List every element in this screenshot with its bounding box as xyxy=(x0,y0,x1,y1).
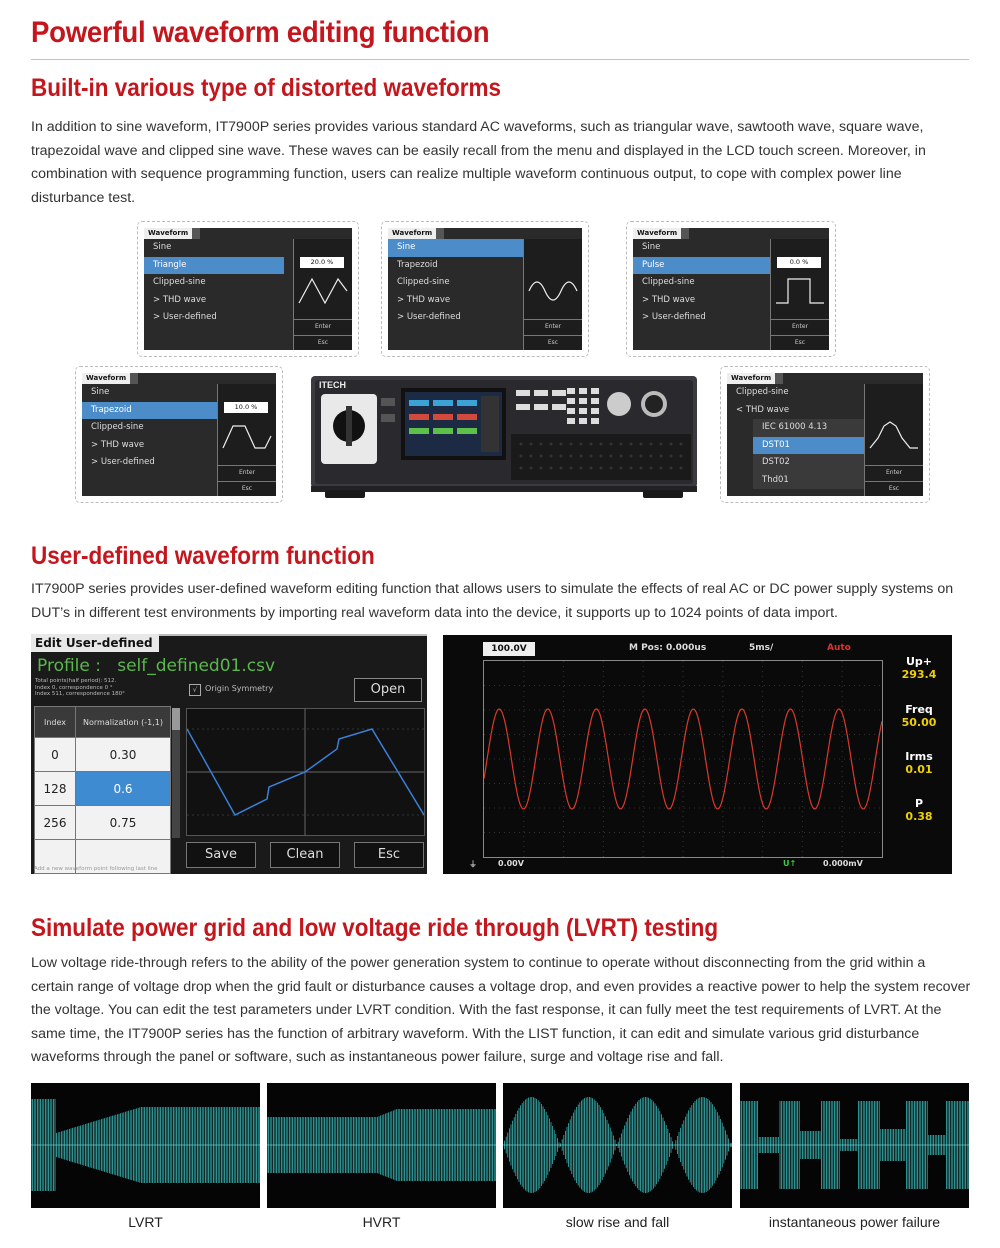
enter-button[interactable]: Enter xyxy=(524,319,582,334)
screen-inner xyxy=(144,228,352,350)
profile-line xyxy=(37,656,275,676)
screen-wave-preview xyxy=(297,273,349,309)
screen-title: Waveform xyxy=(727,373,783,384)
waveform-screen-thd xyxy=(720,366,930,503)
user-defined-editor xyxy=(31,634,427,874)
table-cell-selected[interactable]: 0.6 xyxy=(76,772,171,806)
measure-freq xyxy=(889,703,949,729)
screen-menu xyxy=(727,384,867,489)
measure-irms xyxy=(889,750,949,776)
power-failure-waveform xyxy=(740,1083,969,1208)
section-title-userdefined: User-defined waveform function xyxy=(31,542,375,570)
enter-button[interactable]: Enter xyxy=(865,465,923,480)
esc-button[interactable]: Esc xyxy=(354,842,424,868)
page-heading: Powerful waveform editing function xyxy=(31,16,490,49)
menu-item[interactable]: Clipped-sine xyxy=(91,422,144,432)
menu-item[interactable]: Sine xyxy=(153,242,172,252)
measure-value: 0.38 xyxy=(905,810,933,823)
esc-button[interactable]: Esc xyxy=(218,481,276,496)
col-index-header: Index xyxy=(35,707,76,738)
profile-info xyxy=(35,678,125,698)
menu-item[interactable]: > User-defined xyxy=(91,457,155,467)
scope-mpos: M Pos: 0.000us xyxy=(629,643,707,653)
esc-button[interactable]: Esc xyxy=(294,335,352,350)
menu-item[interactable]: > THD wave xyxy=(397,294,451,305)
screen-wave-preview xyxy=(527,273,579,309)
scrollbar-thumb[interactable] xyxy=(172,708,180,730)
measure-value: 293.4 xyxy=(901,668,937,681)
waveform-preview xyxy=(186,708,425,836)
origin-symmetry-checkbox[interactable]: √ xyxy=(189,684,201,696)
menu-item[interactable]: Clipped-sine xyxy=(397,277,450,287)
screen-menu xyxy=(633,239,773,327)
screen-title: Waveform xyxy=(144,228,200,239)
table-cell[interactable]: 256 xyxy=(35,806,76,840)
screen-inner xyxy=(633,228,829,350)
profile-label: Profile : xyxy=(37,656,101,676)
screen-value[interactable]: 10.0 % xyxy=(224,402,268,413)
section-body-userdefined: IT7900P series provides user-defined waveform editing function that allows users to simulate the effects of real AC or DC power supply systems on DUT’s in different test environments by importing real waveform data into the device, it supports up to 1024 points of data import. xyxy=(31,581,954,621)
menu-item[interactable]: DST02 xyxy=(753,454,872,472)
menu-item[interactable]: Clipped-sine xyxy=(153,277,206,287)
wave-line xyxy=(223,426,271,448)
menu-item-selected[interactable]: DST01 xyxy=(753,437,872,455)
menu-item-selected[interactable]: Triangle xyxy=(144,257,284,275)
scope-mode: Auto xyxy=(827,643,851,653)
wave-line xyxy=(776,279,824,303)
table-cell[interactable]: 0.75 xyxy=(76,806,171,840)
screen-inner xyxy=(727,373,923,496)
instrument-front-panel xyxy=(311,374,697,494)
measure-up xyxy=(889,655,949,681)
caption-slow-rise-fall: slow rise and fall xyxy=(565,1214,670,1230)
open-button[interactable]: Open xyxy=(354,678,422,702)
table-scrollbar[interactable] xyxy=(172,708,180,838)
info-line: Index 0, correspondence 0 ° xyxy=(35,684,113,691)
menu-item[interactable]: > User-defined xyxy=(397,312,461,322)
instrument-brand: ITECH xyxy=(319,380,346,390)
screen-side-panel xyxy=(217,384,276,496)
waveform-screen-sine xyxy=(381,221,589,357)
screen-wave-preview xyxy=(221,418,273,454)
section-body-lvrt: Low voltage ride-through refers to the ability of the power generation system to continue to operate without disconnecting from the grid within a certain range of voltage drop when the grid fault or disturbance causes a voltage drop, and even provides a reactive power to help the system recover the voltage. You can edit the test parameters under LVRT condition. With the fast response, it can fully meet the test requirements of LVRT. At the same time, the IT7900P series has the function of arbitrary waveform. With the LIST function, it can edit and simulate various grid disturbance waveforms through the panel or software, such as instantaneous power failure, surge and voltage rise and fall. xyxy=(31,955,971,1066)
screen-side-panel xyxy=(293,239,352,350)
waveform-screen-triangle xyxy=(137,221,359,357)
menu-item[interactable]: > THD wave xyxy=(642,294,696,305)
wave-line xyxy=(529,282,577,300)
esc-button[interactable]: Esc xyxy=(865,481,923,496)
measure-value: 0.01 xyxy=(905,763,933,776)
menu-item-selected[interactable]: Pulse xyxy=(633,257,773,275)
editor-title-bar xyxy=(159,634,427,654)
screen-title: Waveform xyxy=(388,228,444,239)
screen-menu xyxy=(144,239,284,327)
scope-range: 100.0V xyxy=(483,642,535,656)
screen-menu xyxy=(388,239,528,327)
table-cell[interactable]: 0.30 xyxy=(76,738,171,772)
hvrt-waveform xyxy=(267,1083,496,1208)
screen-inner xyxy=(82,373,276,496)
measure-label: Irms xyxy=(905,750,933,763)
ground-icon: ⏚ xyxy=(469,860,477,869)
screen-side-panel xyxy=(523,239,582,350)
caption-lvrt: LVRT xyxy=(128,1214,163,1230)
measure-label: P xyxy=(914,797,924,810)
menu-item[interactable]: > THD wave xyxy=(91,439,145,450)
menu-item[interactable]: < THD wave xyxy=(736,404,790,415)
caption-power-failure: instantaneous power failure xyxy=(768,1214,941,1230)
scope-bottom-right: 0.000mV xyxy=(823,859,863,868)
screen-title: Waveform xyxy=(633,228,689,239)
editor-title: Edit User-defined xyxy=(31,634,163,652)
measure-value: 50.00 xyxy=(901,716,937,729)
enter-button[interactable]: Enter xyxy=(294,319,352,334)
info-line: Total points(half period): 512. xyxy=(35,678,117,684)
wave-line xyxy=(870,422,918,448)
menu-item[interactable]: Sine xyxy=(91,387,110,397)
save-button[interactable]: Save xyxy=(186,842,256,868)
table-cell[interactable]: 128 xyxy=(35,772,76,806)
wave-line xyxy=(299,279,347,303)
screen-title: Waveform xyxy=(82,373,138,384)
enter-button[interactable]: Enter xyxy=(771,319,829,334)
menu-item[interactable]: Thd01 xyxy=(753,472,872,490)
voltage-trace xyxy=(484,709,882,809)
screen-wave-preview xyxy=(774,273,826,309)
menu-item[interactable]: IEC 61000 4.13 xyxy=(753,419,872,437)
lvrt-waveform xyxy=(31,1083,260,1208)
scope-grid xyxy=(483,660,883,858)
measure-label: Freq xyxy=(905,703,933,716)
scope-bottom-left: 0.00V xyxy=(498,859,524,868)
waveform-screen-pulse xyxy=(626,221,836,357)
menu-item[interactable]: > User-defined xyxy=(153,312,217,322)
editor-footer-hint: Add a new waveform point following last line xyxy=(34,866,158,872)
esc-button[interactable]: Esc xyxy=(771,335,829,350)
slow-rise-fall-waveform xyxy=(503,1083,732,1208)
menu-item[interactable]: Clipped-sine xyxy=(642,277,695,287)
menu-item-selected[interactable]: Sine xyxy=(388,239,528,257)
waveform-screen-trapezoid xyxy=(75,366,283,503)
enter-button[interactable]: Enter xyxy=(218,465,276,480)
measure-label: Up+ xyxy=(905,655,933,668)
menu-item-selected[interactable]: Trapezoid xyxy=(82,402,222,420)
heading-divider xyxy=(31,59,969,60)
measure-power xyxy=(889,797,949,823)
table-cell[interactable]: 0 xyxy=(35,738,76,772)
point-table xyxy=(34,706,171,874)
menu-item[interactable]: > THD wave xyxy=(153,294,207,305)
clean-button[interactable]: Clean xyxy=(270,842,340,868)
screen-menu xyxy=(82,384,222,472)
profile-file: self_defined01.csv xyxy=(117,656,276,676)
screen-value[interactable]: 0.0 % xyxy=(777,257,821,268)
origin-symmetry-label: Origin Symmetry xyxy=(205,684,274,693)
scope-timebase: 5ms/ xyxy=(749,643,774,653)
screen-inner xyxy=(388,228,582,350)
menu-item[interactable]: Sine xyxy=(642,242,661,252)
section-title-lvrt: Simulate power grid and low voltage ride through (LVRT) testing xyxy=(31,914,719,942)
menu-item[interactable]: > User-defined xyxy=(642,312,706,322)
screen-side-panel xyxy=(864,384,923,496)
menu-item[interactable]: Trapezoid xyxy=(397,259,438,270)
scope-bottom-mid: U↑ xyxy=(783,859,797,868)
info-line: Index 511, correspondence 180° xyxy=(35,691,125,697)
screen-wave-preview xyxy=(868,418,920,454)
section-title-distorted: Built-in various type of distorted waveforms xyxy=(31,74,502,102)
section-body-distorted: In addition to sine waveform, IT7900P series provides various standard AC waveforms, such as triangular wave, sawtooth wave, square wave, trapezoidal wave and clipped sine wave. These waves can be easily recall from the menu and displayed in the LCD touch screen. Moreover, in combination with sequence programming function, users can realize multiple waveform continuous output, to cope with complex power line disturbance test. xyxy=(31,119,926,206)
screen-side-panel xyxy=(770,239,829,350)
menu-item[interactable]: Clipped-sine xyxy=(736,387,789,397)
caption-hvrt: HVRT xyxy=(362,1214,401,1230)
oscilloscope-display xyxy=(443,635,952,874)
esc-button[interactable]: Esc xyxy=(524,335,582,350)
screen-value[interactable]: 20.0 % xyxy=(300,257,344,268)
col-norm-header: Normalization (-1,1) xyxy=(76,707,171,738)
